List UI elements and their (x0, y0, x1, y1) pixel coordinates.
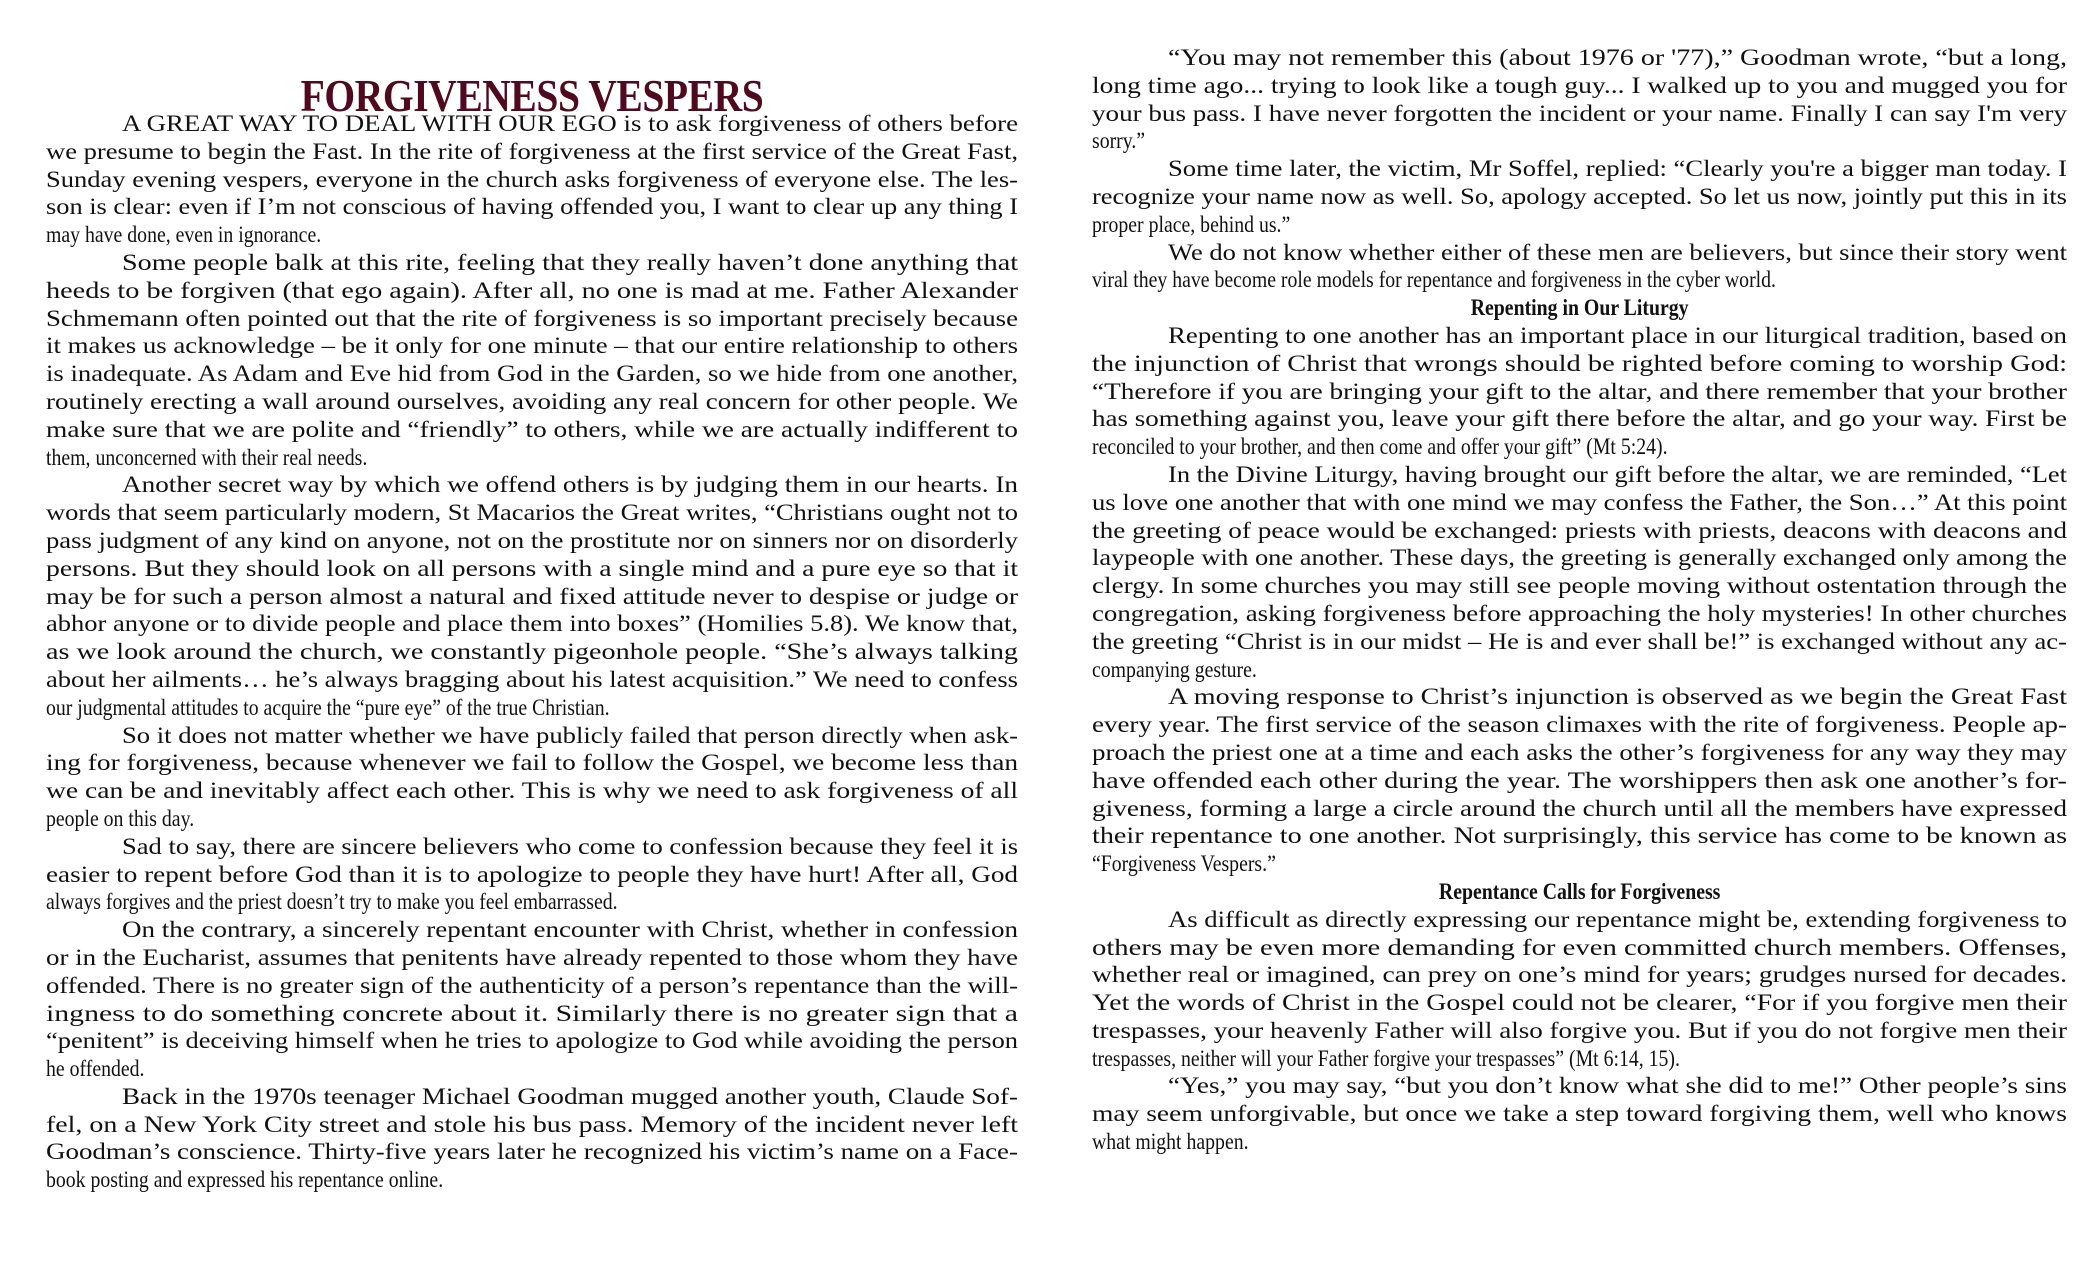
line-text: as we look around the church, we constantly pigeonhole people. “She’s always talking (46, 639, 1019, 665)
line-text: book posting and expressed his repentance online. (46, 1167, 444, 1193)
line-text: clergy. In some churches you may still see people moving without ostentation through the (1092, 573, 2068, 599)
text-line (1092, 795, 2067, 823)
text-line (1092, 350, 2067, 378)
text-line (1092, 544, 2067, 572)
text-line (46, 110, 1018, 138)
heading-line (1092, 294, 2067, 322)
paragraph (46, 110, 1018, 249)
text-line (1092, 72, 2067, 100)
text-line (46, 1055, 1018, 1083)
text-line (46, 221, 1018, 249)
text-line (1092, 266, 2067, 294)
text-line (46, 610, 1018, 638)
text-line (1092, 906, 2067, 934)
line-text: the greeting “Christ is in our midst – He is and ever shall be!” is exchanged without any ac- (1092, 628, 2067, 654)
text-line (46, 666, 1018, 694)
line-text: laypeople with one another. These days, the greeting is generally exchanged only among the (1092, 545, 2067, 571)
line-text: In the Divine Liturgy, having brought our gift before the altar, we are reminded, “Let (1168, 461, 2068, 487)
text-line (1092, 961, 2067, 989)
text-line (1092, 461, 2067, 489)
line-text: sorry.” (1092, 128, 1146, 154)
text-line (1092, 489, 2067, 517)
line-text: offended. There is no greater sign of the authenticity of a person’s repentance than the will- (46, 972, 1018, 998)
line-text: viral they have become role models for repentance and forgiveness in the cyber world. (1092, 267, 1776, 293)
line-text: congregation, asking forgiveness before approaching the holy mysteries! In other churches (1092, 600, 2068, 626)
line-text: ing for forgiveness, because whenever we fail to follow the Gospel, we become less than (46, 750, 1019, 776)
paragraph (1092, 239, 2067, 295)
line-text: son is clear: even if I’m not conscious of having offended you, I want to clear up any thing I (46, 194, 1018, 220)
line-text: others may be even more demanding for even committed church members. Offenses, (1092, 934, 2068, 960)
text-line (46, 722, 1018, 750)
text-line (46, 471, 1018, 499)
line-text: ingness to do something concrete about it. Similarly there is no greater sign that a (46, 1000, 1019, 1026)
section-heading (1092, 878, 2067, 906)
line-text: we presume to begin the Fast. In the rite of forgiveness at the first service of the Great Fast, (46, 138, 1018, 164)
line-text: A moving response to Christ’s injunction is observed as we begin the Great Fast (1168, 684, 2068, 710)
text-line (1092, 1128, 2067, 1156)
line-text: As difficult as directly expressing our repentance might be, extending forgiveness to (1168, 906, 2067, 932)
line-text: words that seem particularly modern, St Macarios the Great writes, “Christians ought not to (46, 500, 1019, 526)
line-text: what might happen. (1092, 1129, 1249, 1155)
text-line (46, 416, 1018, 444)
text-line (46, 694, 1018, 722)
paragraph (46, 1083, 1018, 1194)
text-line (46, 388, 1018, 416)
line-text: it makes us acknowledge – be it only for one minute – that our entire relationship to others (46, 333, 1019, 359)
paragraph (46, 722, 1018, 833)
line-text: On the contrary, a sincerely repentant encounter with Christ, whether in confession (122, 917, 1019, 943)
text-line (46, 305, 1018, 333)
line-text: us love one another that with one mind we may confess the Father, the Son…” At this point (1092, 489, 2068, 515)
line-text: we can be and inevitably affect each other. This is why we need to ask forgiveness of all (46, 778, 1018, 804)
line-text: always forgives and the priest doesn’t try to make you feel embarrassed. (46, 889, 618, 915)
line-text: about her ailments… he’s always bragging about his latest acquisition.” We need to confess (46, 666, 1018, 692)
text-line (1092, 600, 2067, 628)
text-line (1092, 322, 2067, 350)
line-text: have offended each other during the year. The worshippers then ask one another’s for- (1092, 767, 2067, 793)
paragraph (1092, 906, 2067, 1073)
line-text: long time ago... trying to look like a tough guy... I walked up to you and mugged you for (1092, 72, 2068, 98)
text-line (46, 527, 1018, 555)
text-line (46, 360, 1018, 388)
line-text: trespasses, neither will your Father forgive your trespasses” (Mt 6:14, 15). (1092, 1045, 1680, 1071)
page-title: FORGIVENESS VESPERS (300, 69, 764, 121)
text-line (1092, 767, 2067, 795)
line-text: Another secret way by which we offend others is by judging them in our hearts. In (122, 472, 1018, 498)
line-text: “Yes,” you may say, “but you don’t know what she did to me!” Other people’s sins (1168, 1073, 2068, 1099)
text-line (46, 1027, 1018, 1055)
paragraph (1092, 461, 2067, 683)
text-line (46, 499, 1018, 527)
text-line (1092, 1072, 2067, 1100)
line-text: proper place, behind us.” (1092, 211, 1291, 237)
text-line (1092, 100, 2067, 128)
line-text: “Forgiveness Vespers.” (1092, 851, 1276, 877)
line-text: Some time later, the victim, Mr Soffel, replied: “Clearly you're a bigger man today. I (1168, 156, 2068, 182)
text-line (46, 166, 1018, 194)
paragraph (1092, 322, 2067, 461)
line-text: giveness, forming a large a circle around the church until all the members have expressed (1092, 795, 2068, 821)
text-line (1092, 934, 2067, 962)
text-line (46, 749, 1018, 777)
paragraph (1092, 155, 2067, 238)
line-text: routinely erecting a wall around ourselves, avoiding any real concern for other people. We (46, 388, 1018, 414)
line-text: may have done, even in ignorance. (46, 222, 322, 248)
text-line (1092, 127, 2067, 155)
text-line (1092, 1100, 2067, 1128)
text-line (1092, 211, 2067, 239)
text-line (46, 1166, 1018, 1194)
text-line (1092, 1017, 2067, 1045)
text-line (46, 972, 1018, 1000)
line-text: their repentance to one another. Not surprisingly, this service has come to be known as (1092, 823, 2068, 849)
text-line (46, 277, 1018, 305)
line-text: he offended. (46, 1056, 145, 1082)
line-text: persons. But they should look on all persons with a single mind and a pure eye so that it (46, 555, 1019, 581)
line-text: abhor anyone or to divide people and place them into boxes” (Homilies 5.8). We know that, (46, 611, 1019, 637)
text-line (46, 1083, 1018, 1111)
line-text: Repenting to one another has an important place in our liturgical tradition, based on (1168, 322, 2067, 348)
line-text: “You may not remember this (about 1976 or '77),” Goodman wrote, “but a long, (1168, 45, 2068, 70)
line-text: So it does not matter whether we have publicly failed that person directly when ask- (122, 722, 1019, 748)
text-line (46, 555, 1018, 583)
text-line (46, 444, 1018, 472)
line-text: Sad to say, there are sincere believers who come to confession because they feel it is (122, 833, 1019, 859)
text-line (1092, 628, 2067, 656)
line-text: Repenting in Our Liturgy (1470, 295, 1689, 321)
text-line (46, 193, 1018, 221)
text-line (1092, 44, 2067, 72)
text-line (1092, 989, 2067, 1017)
right-column-text (1092, 44, 2067, 1156)
left-column-text (46, 110, 1018, 1194)
line-text: them, unconcerned with their real needs. (46, 444, 368, 470)
text-line (46, 332, 1018, 360)
line-text: or in the Eucharist, assumes that penitents have already repented to those whom they have (46, 944, 1018, 970)
line-text: people on this day. (46, 805, 195, 831)
text-line (46, 638, 1018, 666)
text-line (46, 888, 1018, 916)
line-text: every year. The first service of the season climaxes with the rite of forgiveness. People ap- (1092, 712, 2068, 738)
line-text: Sunday evening vespers, everyone in the church asks forgiveness of everyone else. The les- (46, 166, 1018, 192)
text-line (1092, 822, 2067, 850)
line-text: Back in the 1970s teenager Michael Goodman mugged another youth, Claude Sof- (122, 1083, 1018, 1109)
line-text: heeds to be forgiven (that ego again). After all, no one is mad at me. Father Alexander (46, 277, 1019, 303)
line-text: proach the priest one at a time and each asks the other’s forgiveness for any way they may (1092, 739, 2068, 765)
line-text: our judgmental attitudes to acquire the “pure eye” of the true Christian. (46, 694, 610, 720)
line-text: has something against you, leave your gift there before the altar, and go your way. First be (1092, 406, 2067, 432)
line-text: easier to repent before God than it is to apologize to people they have hurt! After all, God (46, 861, 1019, 887)
text-line (46, 833, 1018, 861)
line-text: your bus pass. I have never forgotten the incident or your name. Finally I can say I'm very (1092, 100, 2067, 126)
text-line (1092, 239, 2067, 267)
text-line (1092, 572, 2067, 600)
text-line (46, 249, 1018, 277)
line-text: make sure that we are polite and “friendly” to others, while we are actually indifferent to (46, 416, 1018, 442)
paragraph (46, 471, 1018, 721)
paragraph (46, 249, 1018, 471)
text-line (46, 1138, 1018, 1166)
text-line (46, 916, 1018, 944)
text-line (1092, 711, 2067, 739)
line-text: pass judgment of any kind on anyone, not on the prostitute nor on sinners nor on disorderly (46, 527, 1019, 553)
line-text: may seem unforgivable, but once we take a step toward forgiving them, well who knows (1092, 1101, 2067, 1127)
heading-line (1092, 878, 2067, 906)
text-line (1092, 378, 2067, 406)
paragraph (1092, 1072, 2067, 1155)
text-line (1092, 517, 2067, 545)
line-text: is inadequate. As Adam and Eve hid from God in the Garden, so we hide from one another, (46, 361, 1019, 387)
paragraph (46, 916, 1018, 1083)
line-text: companying gesture. (1092, 656, 1257, 682)
paragraph (1092, 44, 2067, 155)
text-line (1092, 155, 2067, 183)
text-line (46, 583, 1018, 611)
line-text: “penitent” is deceiving himself when he tries to apologize to God while avoiding the person (46, 1028, 1019, 1054)
text-line (1092, 739, 2067, 767)
line-text: Some people balk at this rite, feeling that they really haven’t done anything that (122, 249, 1019, 275)
text-line (46, 1111, 1018, 1139)
line-text: whether real or imagined, can prey on one’s mind for years; grudges nursed for decades. (1092, 962, 2068, 988)
line-text: fel, on a New York City street and stole his bus pass. Memory of the incident never left (46, 1111, 1019, 1137)
line-text: Repentance Calls for Forgiveness (1438, 878, 1721, 904)
text-line (46, 805, 1018, 833)
line-text: reconciled to your brother, and then come and offer your gift” (Mt 5:24). (1092, 434, 1668, 460)
line-text: Yet the words of Christ in the Gospel could not be clearer, “For if you forgive men their (1092, 990, 2068, 1016)
line-text: A GREAT WAY TO DEAL WITH OUR EGO is to ask forgiveness of others before (122, 111, 1019, 136)
line-text: Schmemann often pointed out that the rite of forgiveness is so important precisely because (46, 305, 1019, 331)
text-line (1092, 405, 2067, 433)
text-line (1092, 683, 2067, 711)
text-line (1092, 183, 2067, 211)
text-line (1092, 433, 2067, 461)
paragraph (46, 833, 1018, 916)
line-text: Goodman’s conscience. Thirty-five years later he recognized his victim’s name on a Face- (46, 1139, 1018, 1165)
paragraph (1092, 683, 2067, 878)
text-line (1092, 1045, 2067, 1073)
line-text: trespasses, your heavenly Father will also forgive you. But if you do not forgive men their (1092, 1017, 2067, 1043)
line-text: the greeting of peace would be exchanged: priests with priests, deacons with deacons and (1092, 517, 2067, 543)
line-text: recognize your name now as well. So, apology accepted. So let us now, jointly put this in its (1092, 183, 2067, 209)
text-line (1092, 656, 2067, 684)
text-line (46, 777, 1018, 805)
section-heading (1092, 294, 2067, 322)
text-line (46, 1000, 1018, 1028)
text-line (1092, 850, 2067, 878)
line-text: the injunction of Christ that wrongs should be righted before coming to worship God: (1092, 350, 2068, 376)
text-line (46, 138, 1018, 166)
line-text: We do not know whether either of these men are believers, but since their story went (1168, 239, 2068, 265)
line-text: “Therefore if you are bringing your gift to the altar, and there remember that your brother (1092, 378, 2067, 404)
text-line (46, 944, 1018, 972)
line-text: may be for such a person almost a natural and fixed attitude never to despise or judge or (46, 583, 1019, 609)
text-line (46, 861, 1018, 889)
